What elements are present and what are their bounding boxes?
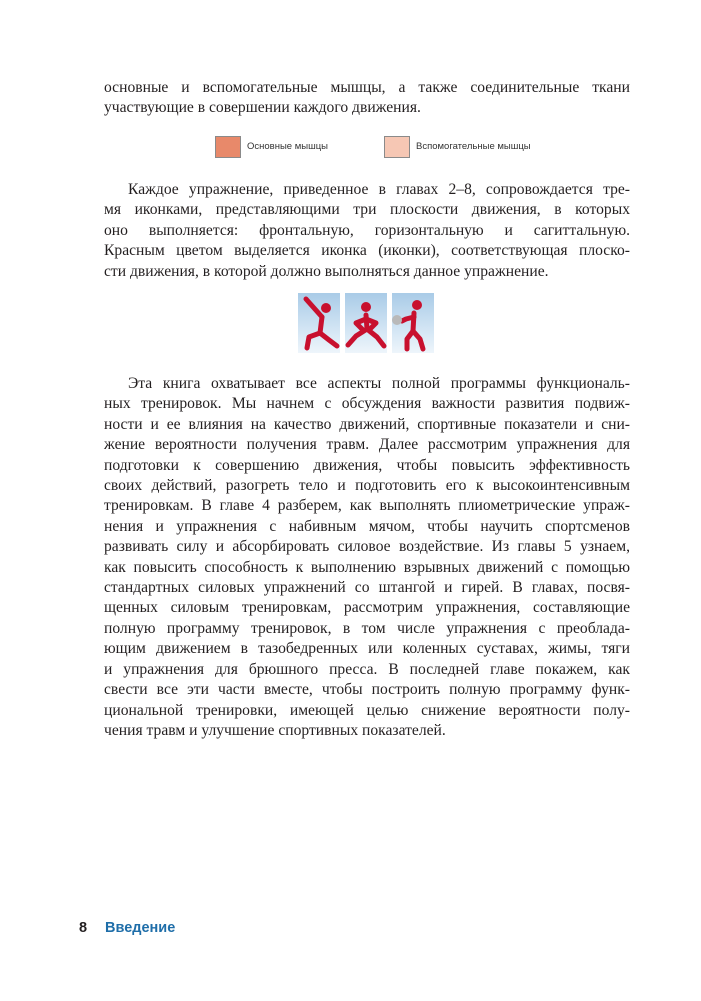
text-line: полную программу тренировок, в том числе упражнения с преоблада-	[104, 619, 630, 637]
page-number: 8	[79, 920, 88, 936]
text-line: участвующие в совершении каждого движения.	[104, 99, 421, 117]
overview-paragraph	[104, 374, 630, 741]
secondary-muscles-label: Вспомогательные мышцы	[416, 141, 531, 152]
planes-paragraph	[104, 180, 630, 282]
text-line: сти движения, в которой должно выполняться данное упражнение.	[104, 262, 549, 280]
transverse-plane-icon	[345, 293, 387, 353]
text-line: и упражнения для брюшного пресса. В последней главе покажем, как	[104, 660, 630, 678]
secondary-muscles-swatch	[384, 136, 410, 158]
text-line: Эта книга охватывает все аспекты полной программы функциональ-	[128, 375, 630, 392]
text-line: Красным цветом выделяется иконка (иконки), соответствующая плоско-	[104, 242, 630, 260]
intro-paragraph	[104, 78, 630, 119]
text-line: ющим движением в тазобедренных или коленных суставах, жимы, тяги	[104, 640, 630, 658]
text-line: ных тренировок. Мы начнем с обсуждения важности развития подвиж-	[104, 395, 630, 413]
text-line: развивать силу и абсорбировать силовое воздействие. Из главы 5 узнаем,	[104, 538, 630, 556]
text-line: свести все эти части вместе, чтобы построить полную программу функ-	[104, 681, 630, 699]
primary-muscles-swatch	[215, 136, 241, 158]
text-line: подготовки к совершению движения, чтобы повысить эффективность	[104, 456, 630, 474]
text-line: своих действий, разогреть тело и подготовить его к высокоинтенсивным	[104, 477, 630, 495]
text-line: ности и ее влияния на качество движений, спортивные показатели и сни-	[104, 415, 630, 433]
text-line: нения и упражнения с набивным мячом, чтобы научить спортсменов	[104, 517, 630, 535]
text-line: щенных силовым тренировкам, рассмотрим упражнения, составляющие	[104, 599, 630, 617]
text-line: Каждое упражнение, приведенное в главах 2–8, сопровождается тре-	[128, 181, 630, 198]
sagittal-plane-icon	[392, 293, 434, 353]
text-line: чения травм и улучшение спортивных показателей.	[104, 721, 446, 739]
text-line: тренировкам. В главе 4 разберем, как выполнять плиометрические упраж-	[104, 497, 630, 515]
text-line: мя иконками, представляющими три плоскости движения, в которых	[104, 201, 630, 219]
section-title: Введение	[105, 920, 176, 936]
text-line: оно выполняется: фронтальную, горизонтальную и сагиттальную.	[104, 221, 630, 239]
primary-muscles-label: Основные мышцы	[247, 141, 328, 152]
text-line: циональной тренировки, имеющей целью снижение вероятности полу-	[104, 701, 630, 719]
text-line: жение вероятности получения травм. Далее рассмотрим упражнения для	[104, 436, 630, 454]
text-line: основные и вспомогательные мышцы, а также соединительные ткани	[104, 79, 630, 96]
text-line: стандартных силовых упражнений со штангой и гирей. В главах, посвя-	[104, 579, 630, 597]
text-line: как повысить способность к выполнению взрывных движений с помощью	[104, 558, 630, 576]
frontal-plane-icon	[298, 293, 340, 353]
